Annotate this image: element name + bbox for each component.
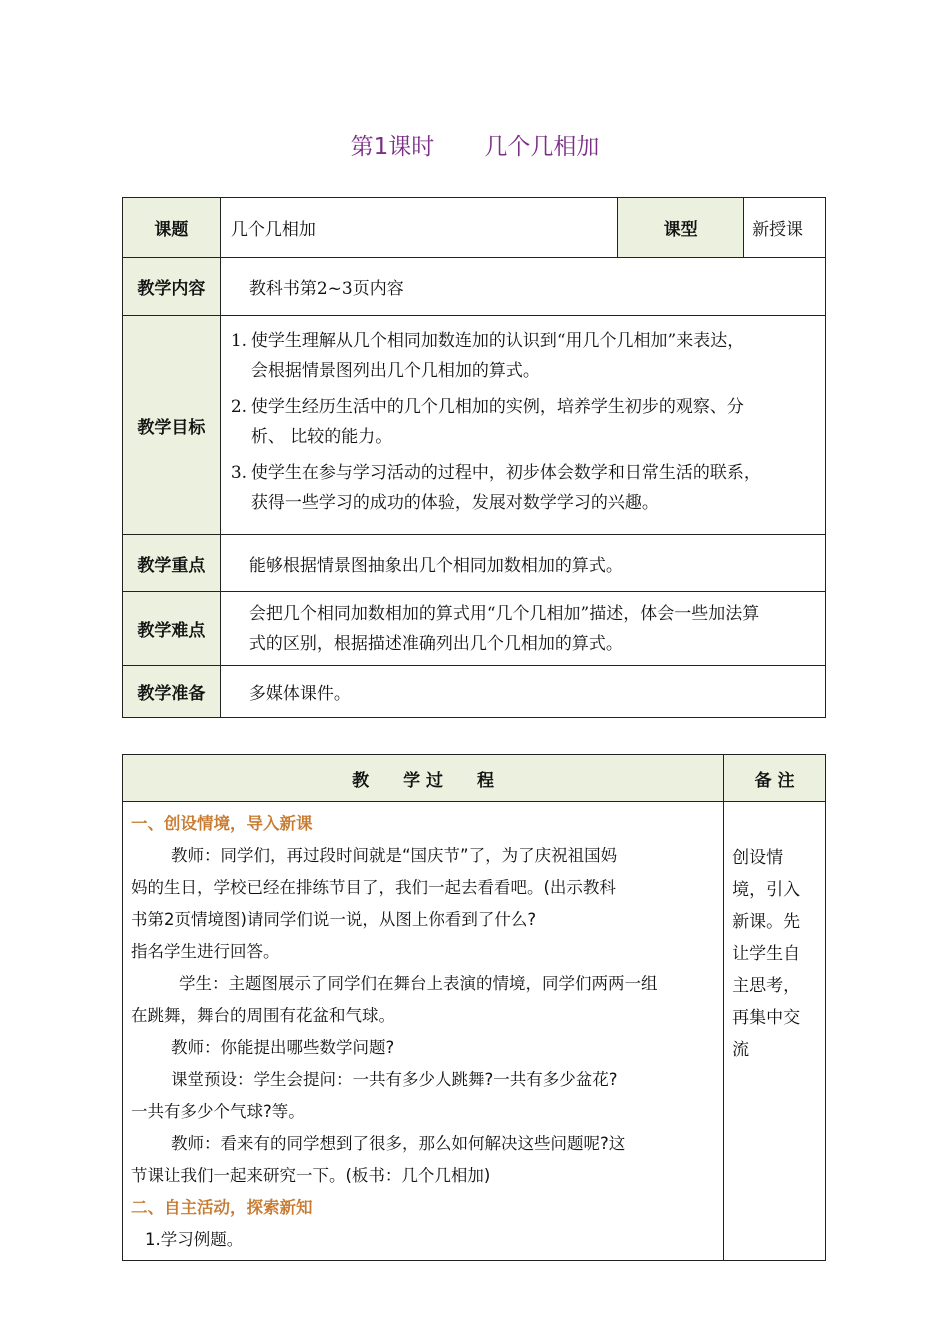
section-heading: 二、自主活动，探索新知 bbox=[131, 1198, 313, 1217]
preparation-value: 多媒体课件。 bbox=[220, 666, 825, 718]
goal-item: 1. 使学生理解从几个相同加数连加的认识到“用几个几相加”来表达， 会根据情景图列出几个几相加的算式。 bbox=[230, 331, 745, 381]
section-heading: 一、创设情境，导入新课 bbox=[131, 814, 313, 833]
goals-cell bbox=[220, 316, 825, 535]
goals-label: 教学目标 bbox=[123, 316, 221, 535]
lesson-info-table bbox=[122, 197, 826, 718]
notes-header: 备 注 bbox=[724, 755, 826, 802]
topic-label: 课题 bbox=[123, 198, 221, 258]
notes-cell: 创设情 境，引入 新课。先 让学生自 主思考， 再集中交 流 bbox=[724, 802, 826, 1261]
lesson-name: 几个几相加 bbox=[484, 134, 600, 160]
teaching-process-table bbox=[122, 754, 826, 1261]
process-body: 一、创设情境，导入新课 教师：同学们，再过段时间就是“国庆节”了，为了庆祝祖国妈 妈的生日，学校已经在排练节目了，我们一起去看看吧。(出示教科 书第2页情境图)请同学们说一说，从图上你看到了什么? 指名学生进行回答。 学生：主题图展示了同学们在舞台上表演的情境，同学们两两一组 在跳舞，舞台的周围有花盆和气球。 教师：你能提出哪些数学问题? 课堂预设：学生会提问：一共有多少人跳舞?一共有多少盆花? 一共有多少个气球?等。 教师：看来有的同学想到了很多，那么如何解决这些问题呢?这 节课让我们一起来研究一下。(板书：几个几相加) 二、自主活动，探索新知 1.学习例题。 bbox=[123, 802, 724, 1261]
type-label: 课型 bbox=[618, 198, 744, 258]
preparation-label: 教学准备 bbox=[123, 666, 221, 718]
difficulty-value: 会把几个相同加数相加的算式用“几个几相加”描述，体会一些加法算 式的区别，根据描述准确列出几个几相加的算式。 bbox=[220, 592, 825, 666]
goal-item: 2. 使学生经历生活中的几个几相加的实例，培养学生初步的观察、分 析、 比较的能力。 bbox=[230, 397, 744, 447]
goal-item: 3. 使学生在参与学习活动的过程中，初步体会数学和日常生活的联系， 获得一些学习的成功的体验，发展对数学学习的兴趣。 bbox=[230, 463, 761, 513]
content-label: 教学内容 bbox=[123, 258, 221, 316]
lesson-number: 第1课时 bbox=[350, 134, 435, 160]
process-header: 教 学 过 程 bbox=[123, 755, 724, 802]
list-item: 1.学习例题。 bbox=[145, 1230, 244, 1249]
type-value: 新授课 bbox=[744, 198, 826, 258]
key-point-value: 能够根据情景图抽象出几个相同加数相加的算式。 bbox=[220, 535, 825, 592]
difficulty-label: 教学难点 bbox=[123, 592, 221, 666]
content-value: 教科书第2~3页内容 bbox=[220, 258, 825, 316]
page-title bbox=[0, 128, 950, 161]
topic-value: 几个几相加 bbox=[220, 198, 617, 258]
key-point-label: 教学重点 bbox=[123, 535, 221, 592]
